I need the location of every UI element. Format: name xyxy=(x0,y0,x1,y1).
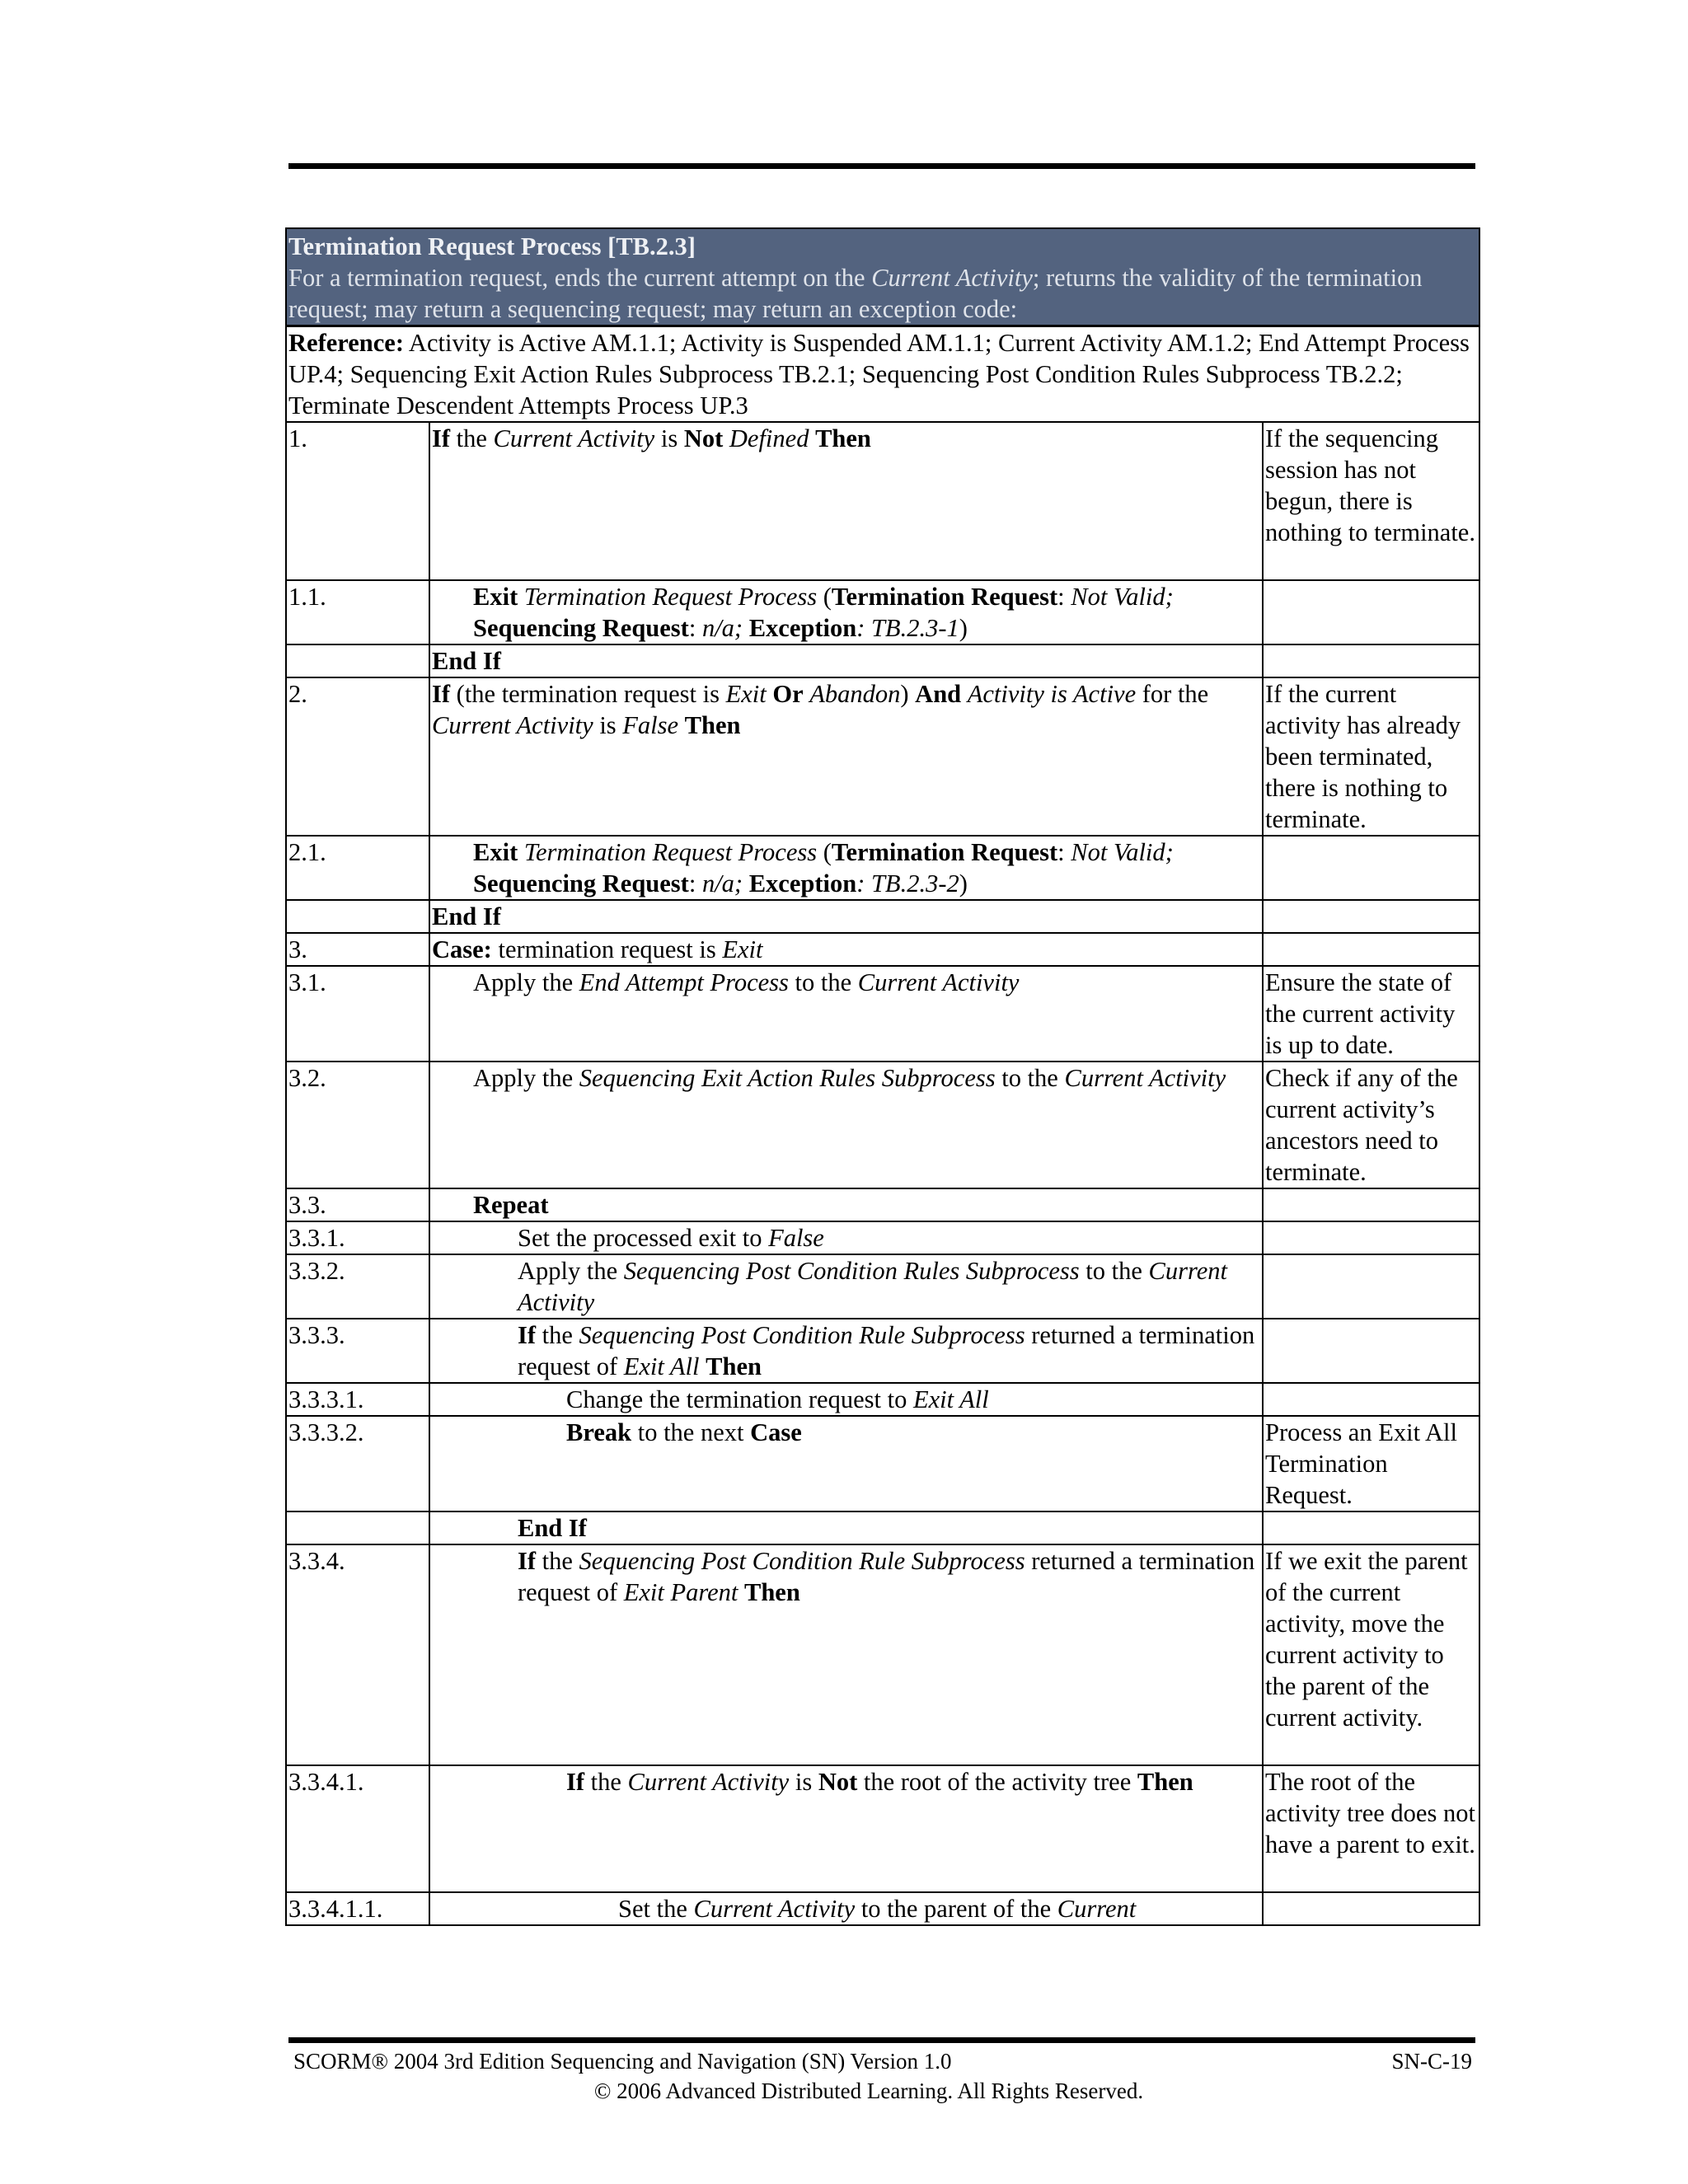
step-note xyxy=(1263,580,1479,644)
step-number: 3.3.4. xyxy=(286,1544,429,1765)
step-number xyxy=(286,900,429,933)
step-note xyxy=(1263,900,1479,933)
step-note xyxy=(1263,644,1479,677)
step-note xyxy=(1263,1511,1479,1544)
step-number: 3.3.3. xyxy=(286,1319,429,1383)
step-text: Exit Termination Request Process (Termination Request: Not Valid; Sequencing Request: n/a; Exception: TB.2.3-2) xyxy=(429,836,1263,900)
step-number: 3.3. xyxy=(286,1188,429,1221)
step-note: Ensure the state of the current activity is up to date. xyxy=(1263,966,1479,1062)
process-title: Termination Request Process [TB.2.3] xyxy=(288,232,696,260)
step-note: Process an Exit All Termination Request. xyxy=(1263,1416,1479,1511)
process-table xyxy=(285,227,1480,1926)
step-note: If the sequencing session has not begun, there is nothing to terminate. xyxy=(1263,422,1479,580)
step-text: Set the processed exit to False xyxy=(429,1221,1263,1254)
step-number: 3. xyxy=(286,933,429,966)
step-text: Case: termination request is Exit xyxy=(429,933,1263,966)
step-number: 1.1. xyxy=(286,580,429,644)
step-note xyxy=(1263,1254,1479,1319)
top-rule xyxy=(288,163,1475,169)
step-text: If the Current Activity is Not the root of the activity tree Then xyxy=(429,1765,1263,1892)
step-note: If the current activity has already been terminated, there is nothing to terminate. xyxy=(1263,677,1479,836)
reference-text: Activity is Active AM.1.1; Activity is Suspended AM.1.1; Current Activity AM.1.2; End Attempt Process UP.4; Sequencing Exit Action Rules Subprocess TB.2.1; Sequencing Post Condition Rules Subprocess TB.2.2; Terminate Descendent Attempts Process UP.3 xyxy=(288,329,1470,419)
step-note xyxy=(1263,1892,1479,1925)
table-row xyxy=(286,1544,1479,1765)
step-number: 2.1. xyxy=(286,836,429,900)
step-number: 1. xyxy=(286,422,429,580)
step-text: If the Sequencing Post Condition Rule Subprocess returned a termination request of Exit Parent Then xyxy=(429,1544,1263,1765)
reference-row xyxy=(286,326,1479,423)
step-note xyxy=(1263,1383,1479,1416)
table-row xyxy=(286,1188,1479,1221)
table-row xyxy=(286,644,1479,677)
table-row xyxy=(286,1062,1479,1188)
step-text: Set the Current Activity to the parent of the Current xyxy=(429,1892,1263,1925)
table-row xyxy=(286,1765,1479,1892)
step-note: Check if any of the current activity’s ancestors need to terminate. xyxy=(1263,1062,1479,1188)
step-text: Repeat xyxy=(429,1188,1263,1221)
step-text: Apply the Sequencing Post Condition Rules Subprocess to the Current Activity xyxy=(429,1254,1263,1319)
step-number xyxy=(286,644,429,677)
bottom-rule xyxy=(288,2037,1475,2043)
step-number xyxy=(286,1511,429,1544)
table-row xyxy=(286,1383,1479,1416)
step-text: Change the termination request to Exit All xyxy=(429,1383,1263,1416)
step-note xyxy=(1263,1319,1479,1383)
step-number: 3.2. xyxy=(286,1062,429,1188)
step-text: Apply the Sequencing Exit Action Rules Subprocess to the Current Activity xyxy=(429,1062,1263,1188)
step-text: Exit Termination Request Process (Termination Request: Not Valid; Sequencing Request: n/a; Exception: TB.2.3-1) xyxy=(429,580,1263,644)
table-row xyxy=(286,677,1479,836)
step-number: 3.3.1. xyxy=(286,1221,429,1254)
step-text: End If xyxy=(429,900,1263,933)
table-row xyxy=(286,1416,1479,1511)
table-header-row xyxy=(286,228,1479,326)
footer-copyright-row xyxy=(0,2077,1688,2105)
step-note xyxy=(1263,933,1479,966)
table-row xyxy=(286,966,1479,1062)
step-text: Break to the next Case xyxy=(429,1416,1263,1511)
step-note: The root of the activity tree does not have a parent to exit. xyxy=(1263,1765,1479,1892)
step-text: If the Sequencing Post Condition Rule Subprocess returned a termination request of Exit All Then xyxy=(429,1319,1263,1383)
table-row xyxy=(286,933,1479,966)
step-number: 3.3.3.1. xyxy=(286,1383,429,1416)
step-number: 3.3.4.1.1. xyxy=(286,1892,429,1925)
step-text: If (the termination request is Exit Or Abandon) And Activity is Active for the Current Activity is False Then xyxy=(429,677,1263,836)
table-header xyxy=(286,228,1479,326)
step-text: End If xyxy=(429,644,1263,677)
table-row xyxy=(286,900,1479,933)
table-row xyxy=(286,1221,1479,1254)
step-number: 3.3.3.2. xyxy=(286,1416,429,1511)
table-row xyxy=(286,836,1479,900)
footer-document-title: SCORM® 2004 3rd Edition Sequencing and Navigation (SN) Version 1.0 xyxy=(293,2049,952,2074)
step-note: If we exit the parent of the current activity, move the current activity to the parent of the current activity. xyxy=(1263,1544,1479,1765)
table-row xyxy=(286,1319,1479,1383)
step-text: If the Current Activity is Not Defined Then xyxy=(429,422,1263,580)
step-number: 3.1. xyxy=(286,966,429,1062)
table-row xyxy=(286,1511,1479,1544)
step-number: 2. xyxy=(286,677,429,836)
step-note xyxy=(1263,1188,1479,1221)
reference-cell xyxy=(286,326,1479,423)
table-row xyxy=(286,1254,1479,1319)
table-row xyxy=(286,580,1479,644)
step-number: 3.3.2. xyxy=(286,1254,429,1319)
process-description: For a termination request, ends the current attempt on the Current Activity; returns the validity of the termination request; may return a sequencing request; may return an exception code: xyxy=(288,264,1423,323)
table-row xyxy=(286,1892,1479,1925)
step-number: 3.3.4.1. xyxy=(286,1765,429,1892)
step-note xyxy=(1263,836,1479,900)
step-text: End If xyxy=(429,1511,1263,1544)
footer-copyright: © 2006 Advanced Distributed Learning. All Rights Reserved. xyxy=(593,2079,1144,2103)
step-note xyxy=(1263,1221,1479,1254)
table-row xyxy=(286,422,1479,580)
step-text: Apply the End Attempt Process to the Current Activity xyxy=(429,966,1263,1062)
reference-label: Reference: xyxy=(288,329,404,357)
footer-page-number: SN-C-19 xyxy=(1391,2049,1472,2074)
